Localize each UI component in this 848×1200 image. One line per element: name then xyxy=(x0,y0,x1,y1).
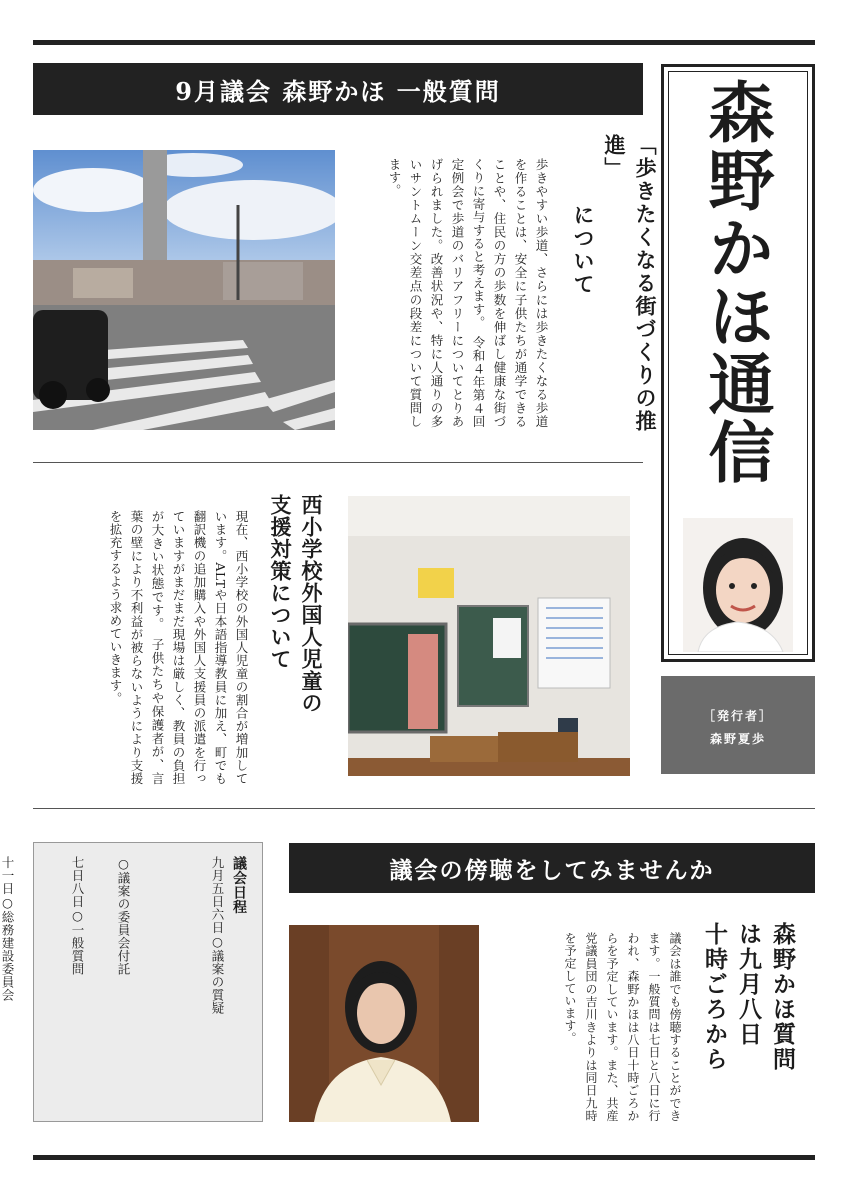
schedule-row xyxy=(0,856,18,1106)
schedule-date: 七日八日 xyxy=(70,856,85,908)
schedule-row xyxy=(88,856,158,1106)
schedule-date: 九月五日六日 xyxy=(210,856,225,934)
portrait-photo xyxy=(683,518,793,652)
section2-body: 現在、西小学校の外国人児童の割合が増加しています。ALTや日本語指導教員に加え、町でも翻訳機の追加購入や外国人支援員の派遣を行っていますがまだまだ現場は厳しく、教員の負担が大きい状態です。 子供たちや保護者が、言葉の壁により不利益が被らないようにより支援を拡充するよう求めていきます。 xyxy=(108,510,249,785)
schedule-item: ○議案の委員会付託 xyxy=(116,856,131,976)
bottom-rule xyxy=(33,1155,815,1160)
section1-body: 歩きやすい歩道、さらには歩きたくなる歩道を作ることは、安全に子供たちが通学できることや、住民の方の歩数を伸ばし健康な街づくりに寄与すると考えます。 令和４年第４回定例会で歩道のバリアフリーについてとりあげられました。改善状況や、特に人通りの多いサントムーン交差点の段差について質問します。 xyxy=(387,158,549,428)
section3-heading-line3: 十時ごろから xyxy=(701,922,728,1072)
section3-heading-line2: は九月八日 xyxy=(735,922,762,1047)
section1-divider xyxy=(33,462,643,463)
publisher-name: 森野夏歩 xyxy=(709,732,766,746)
section1-banner: 9月議会 森野かほ 一般質問 xyxy=(33,63,643,115)
schedule-date: 十一日 xyxy=(0,856,15,895)
schedule-item: ○議案の質疑 xyxy=(210,934,225,1015)
section3-banner: 議会の傍聴をしてみませんか xyxy=(289,843,815,893)
section2-heading-line1: 西小学校外国人児童の xyxy=(299,494,324,714)
schedule-row xyxy=(18,856,88,1106)
section1-heading-line2: について xyxy=(571,204,596,296)
schedule-content xyxy=(0,856,250,1106)
section3-body: 議会は誰でも傍聴することができます。一般質問は七日と八日に行われ、森野かほは八日十時ごろからを予定しています。また、共産党議員団の吉川きよりは同日九時を予定しています。 xyxy=(563,932,682,1122)
masthead-title: 森野かほ通信 xyxy=(697,78,775,486)
section1-heading-line1: 「歩きたくなる街づくりの推進」 xyxy=(602,134,658,433)
schedule-row xyxy=(158,856,228,1106)
section2-heading-line2: 支援対策について xyxy=(268,494,293,670)
publisher-label: ［発行者］ xyxy=(702,709,773,723)
section2-divider xyxy=(33,808,815,809)
top-rule xyxy=(33,40,815,45)
section1-heading xyxy=(568,134,661,464)
schedule-item: ○一般質問 xyxy=(70,908,85,976)
section3-heading xyxy=(697,922,799,1122)
section3-heading-line1: 森野かほ質問 xyxy=(769,922,796,1072)
publisher-box xyxy=(661,676,815,774)
section2-heading xyxy=(265,494,327,754)
speaker-photo xyxy=(289,925,479,1122)
crosswalk-photo xyxy=(33,150,335,430)
schedule-title: 議会日程 xyxy=(231,856,247,914)
classroom-photo xyxy=(348,496,630,776)
schedule-item: ○総務建設委員会 xyxy=(0,895,15,1002)
